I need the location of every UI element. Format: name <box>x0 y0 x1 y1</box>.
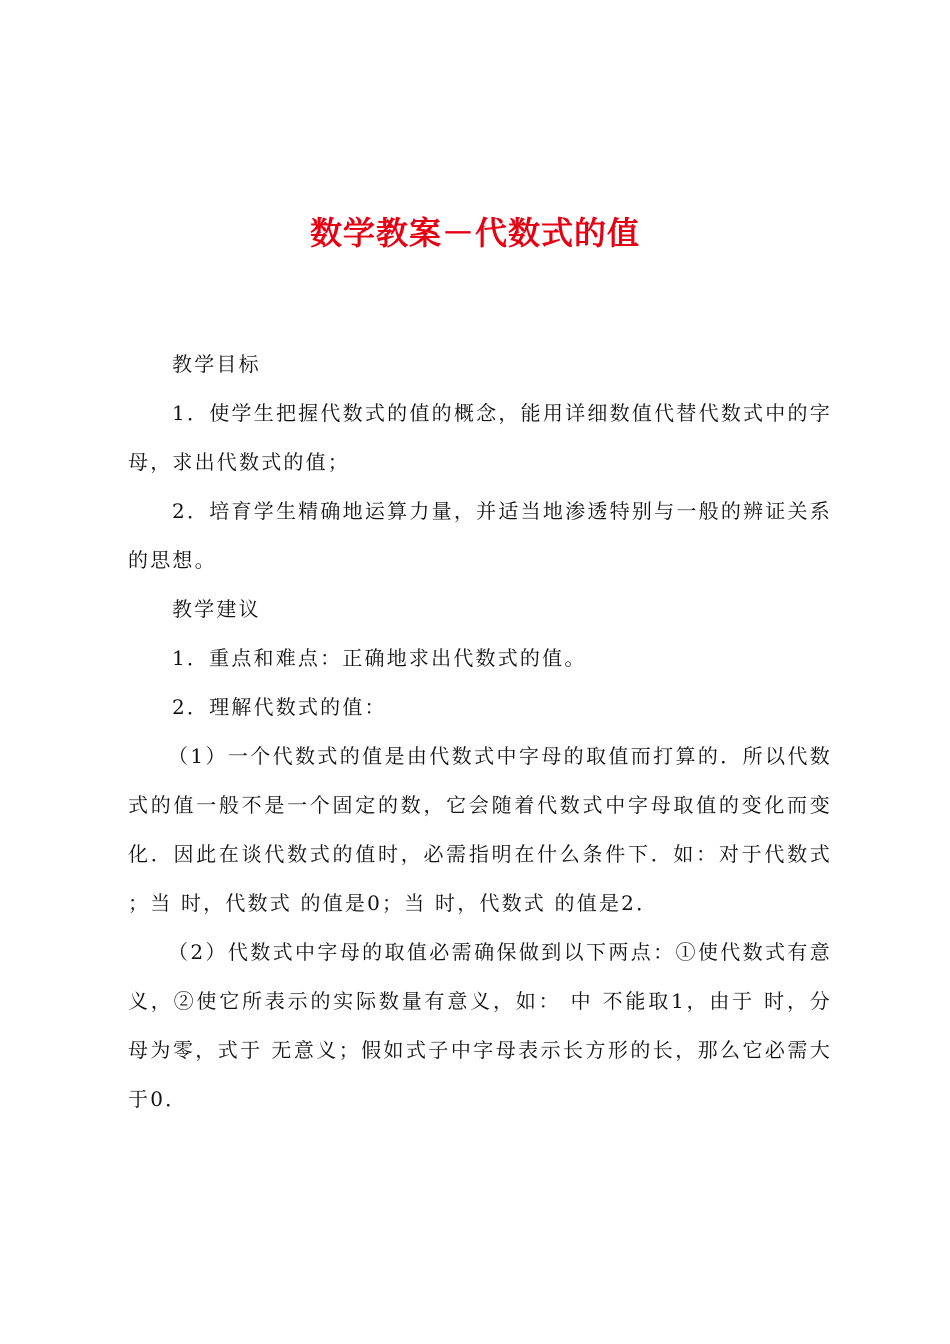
document-title: 数学教案－代数式的值 <box>309 214 640 252</box>
suggestion-item-2: 2．理解代数式的值： <box>172 695 387 719</box>
heading-teaching-goals: 教学目标 <box>172 352 261 376</box>
explanation-paragraph-2: （2）代数式中字母的取值必需确保做到以下两点：①使代数式有意义，②使它所表示的实际数量有意义，如： 中 不能取1，由于 时，分母为零，式于 无意义；假如式子中字母表示长方形的长，那么它必需大于0． <box>128 940 832 1111</box>
heading-teaching-suggestions: 教学建议 <box>172 597 261 621</box>
document-body <box>128 340 832 1124</box>
goal-item-2: 2．培育学生精确地运算力量，并适当地渗透特别与一般的辨证关系的思想。 <box>128 499 832 572</box>
suggestion-item-1: 1．重点和难点：正确地求出代数式的值。 <box>172 646 587 670</box>
goal-item-1: 1．使学生把握代数式的值的概念，能用详细数值代替代数式中的字母，求出代数式的值； <box>128 401 832 474</box>
explanation-paragraph-1: （1）一个代数式的值是由代数式中字母的取值而打算的．所以代数式的值一般不是一个固定的数，它会随着代数式中字母取值的变化而变化．因此在谈代数式的值时，必需指明在什么条件下．如：对于代数式 ；当 时，代数式 的值是0；当 时，代数式 的值是2． <box>128 744 832 915</box>
